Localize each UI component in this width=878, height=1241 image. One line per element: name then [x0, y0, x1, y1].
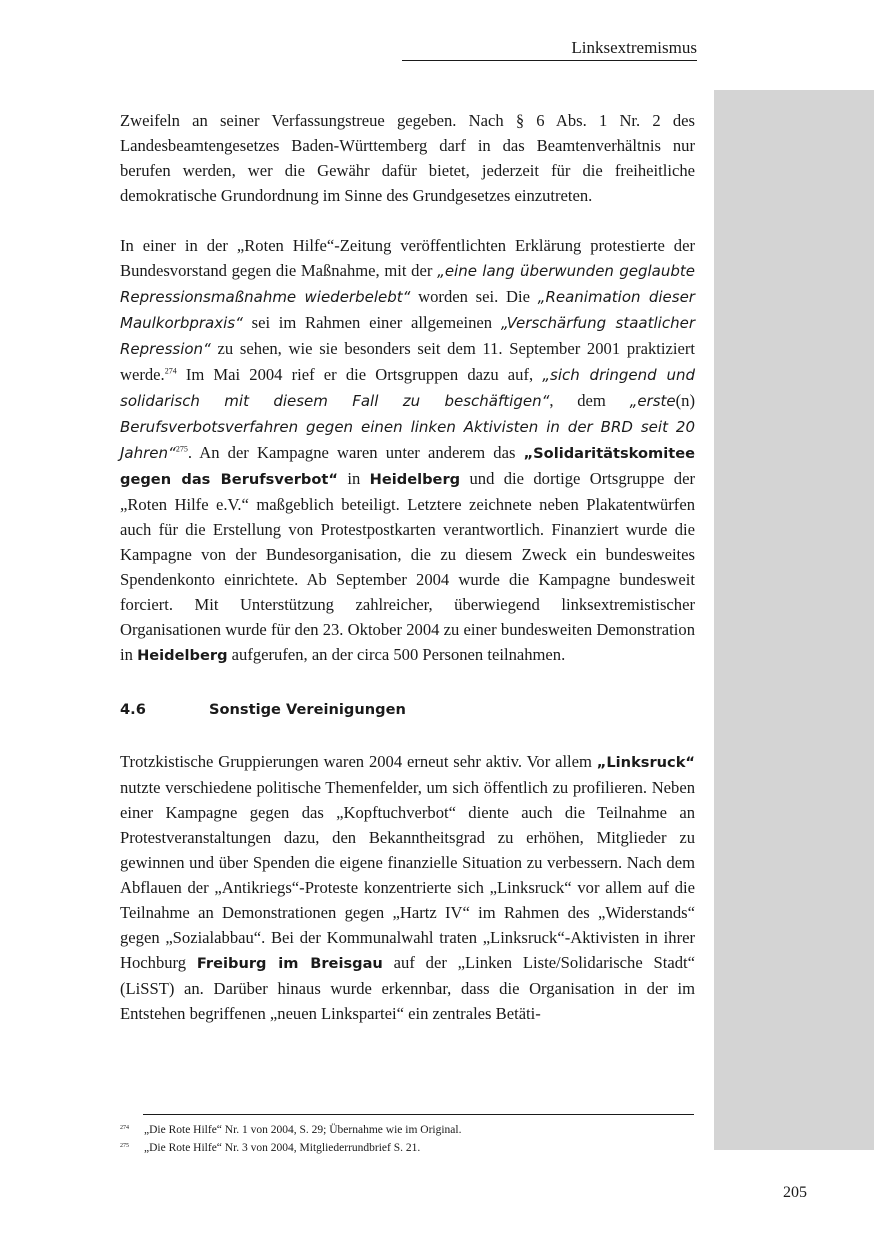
text-run: in	[337, 469, 370, 488]
footnote-274	[120, 1121, 695, 1139]
footnote-ref-274[interactable]: 274	[164, 366, 177, 376]
place-name: Freiburg im Breisgau	[196, 955, 383, 972]
text-run: (n)	[675, 391, 696, 410]
footnote-text: „Die Rote Hilfe“ Nr. 3 von 2004, Mitgliederrundbrief S. 21.	[144, 1142, 421, 1154]
text-run: . An der Kampagne waren unter anderem das	[187, 443, 524, 462]
section-heading	[120, 696, 695, 722]
paragraph-3	[120, 749, 695, 1026]
organization-name: „Solidaritätskomitee gegen das Berufsverbot“	[120, 445, 695, 488]
footnote-275	[120, 1139, 695, 1157]
paragraph-2	[120, 233, 695, 668]
footnote-text: „Die Rote Hilfe“ Nr. 1 von 2004, S. 29; Übernahme wie im Original.	[144, 1124, 462, 1136]
footnote-rule	[143, 1114, 694, 1115]
organization-name: „Linksruck“	[596, 754, 695, 771]
text-run: worden sei. Die	[410, 287, 538, 306]
quote: „Verschärfung staatlicher Repression“	[120, 314, 695, 358]
quote: „sich dringend und solidarisch mit diesem Fall zu beschäftigen“	[120, 366, 695, 410]
page-number: 205	[783, 1184, 807, 1201]
footnote-number: 274	[120, 1125, 129, 1131]
body-text	[120, 108, 695, 1026]
text-run: In einer in der „Roten Hilfe“-Zeitung veröffentlichten Erklärung protestierte der Bundesvorstand gegen die Maßnahme, mit der	[120, 236, 695, 280]
paragraph-1: Zweifeln an seiner Verfassungstreue gegeben. Nach § 6 Abs. 1 Nr. 2 des Landesbeamtengesetzes Baden-Württemberg darf in das Beamtenverhältnis nur berufen werden, wer die Gewähr dafür bietet, jederzeit für die freiheitliche demokratische Grundordnung im Sinne des Grundgesetzes einzutreten.	[120, 111, 695, 205]
section-number: 4.6	[120, 701, 146, 718]
text-run: , dem	[549, 391, 630, 410]
footnote-ref-275[interactable]: 275	[175, 444, 188, 454]
text-run: nutzte verschiedene politische Themenfelder, um sich öffentlich zu profilieren. Neben einer Kampagne gegen das „Kopftuchverbot“ diente auch die Teilnahme an Protestveranstaltungen dazu, den Bekanntheitsgrad zu erhöhen, Mitglieder zu gewinnen und über Spenden die eigene finanzielle Situation zu verbessern. Nach dem Abflauen der „Antikriegs“-Proteste konzentrierte sich „Linksruck“ vor allem auf die Teilnahme an Demonstrationen gegen „Hartz IV“ im Rahmen des „Widerstands“ gegen „Sozialabbau“. Bei der Kommunalwahl traten „Linksruck“-Aktivisten in ihrer Hochburg	[120, 778, 695, 972]
section-title: Sonstige Vereinigungen	[209, 701, 406, 718]
quote: „erste	[629, 392, 676, 410]
quote: „Reanimation dieser Maulkorbpraxis“	[120, 288, 695, 332]
text-run: und die dortige Ortsgruppe der „Roten Hilfe e.V.“ maßgeblich beteiligt. Letztere zeichnete neben Plakatentwürfen auch für die Erstellung von Protestpostkarten verantwortlich. Finanziert wurde die Kampagne von der Bundesorganisation, die zu diesem Zweck ein bundesweites Spendenkonto einrichtete. Ab September 2004 wurde die Kampagne bundesweit forciert. Mit Unterstützung zahlreicher, überwiegend linksextremistischer Organisationen wurde für den 23. Oktober 2004 zu einer bundesweiten Demonstration in	[120, 469, 695, 664]
place-name: Heidelberg	[137, 647, 228, 664]
text-run: Trotzkistische Gruppierungen waren 2004 erneut sehr aktiv. Vor allem	[120, 752, 597, 771]
margin-sidebar	[714, 90, 874, 1150]
quote-close: “	[168, 444, 176, 462]
place-name: Heidelberg	[369, 471, 461, 488]
quote: „eine lang überwunden geglaubte Repressionsmaßnahme wiederbelebt“	[120, 262, 696, 306]
text-run: aufgerufen, an der circa 500 Personen teilnahmen.	[227, 645, 566, 664]
footnote-number: 275	[120, 1143, 129, 1149]
text-run: zu sehen, wie sie besonders seit dem 11. September 2001 praktiziert werde.	[120, 339, 695, 384]
footnotes	[120, 1121, 695, 1157]
text-run: sei im Rahmen einer allgemeinen	[242, 313, 501, 332]
text-run: Im Mai 2004 rief er die Ortsgruppen dazu auf,	[176, 365, 543, 384]
header-rule	[402, 60, 697, 61]
quote: Berufsverbotsverfahren gegen einen linken Aktivisten in der BRD seit 20 Jahren	[120, 418, 695, 462]
running-title: Linksextremismus	[571, 38, 697, 57]
text-run: auf der „Linken Liste/Solidarische Stadt“ (LiSST) an. Darüber hinaus wurde erkennbar, dass die Organisation in der im Entstehen begriffenen „neuen Linkspartei“ ein zentrales Betäti-	[120, 953, 695, 1023]
